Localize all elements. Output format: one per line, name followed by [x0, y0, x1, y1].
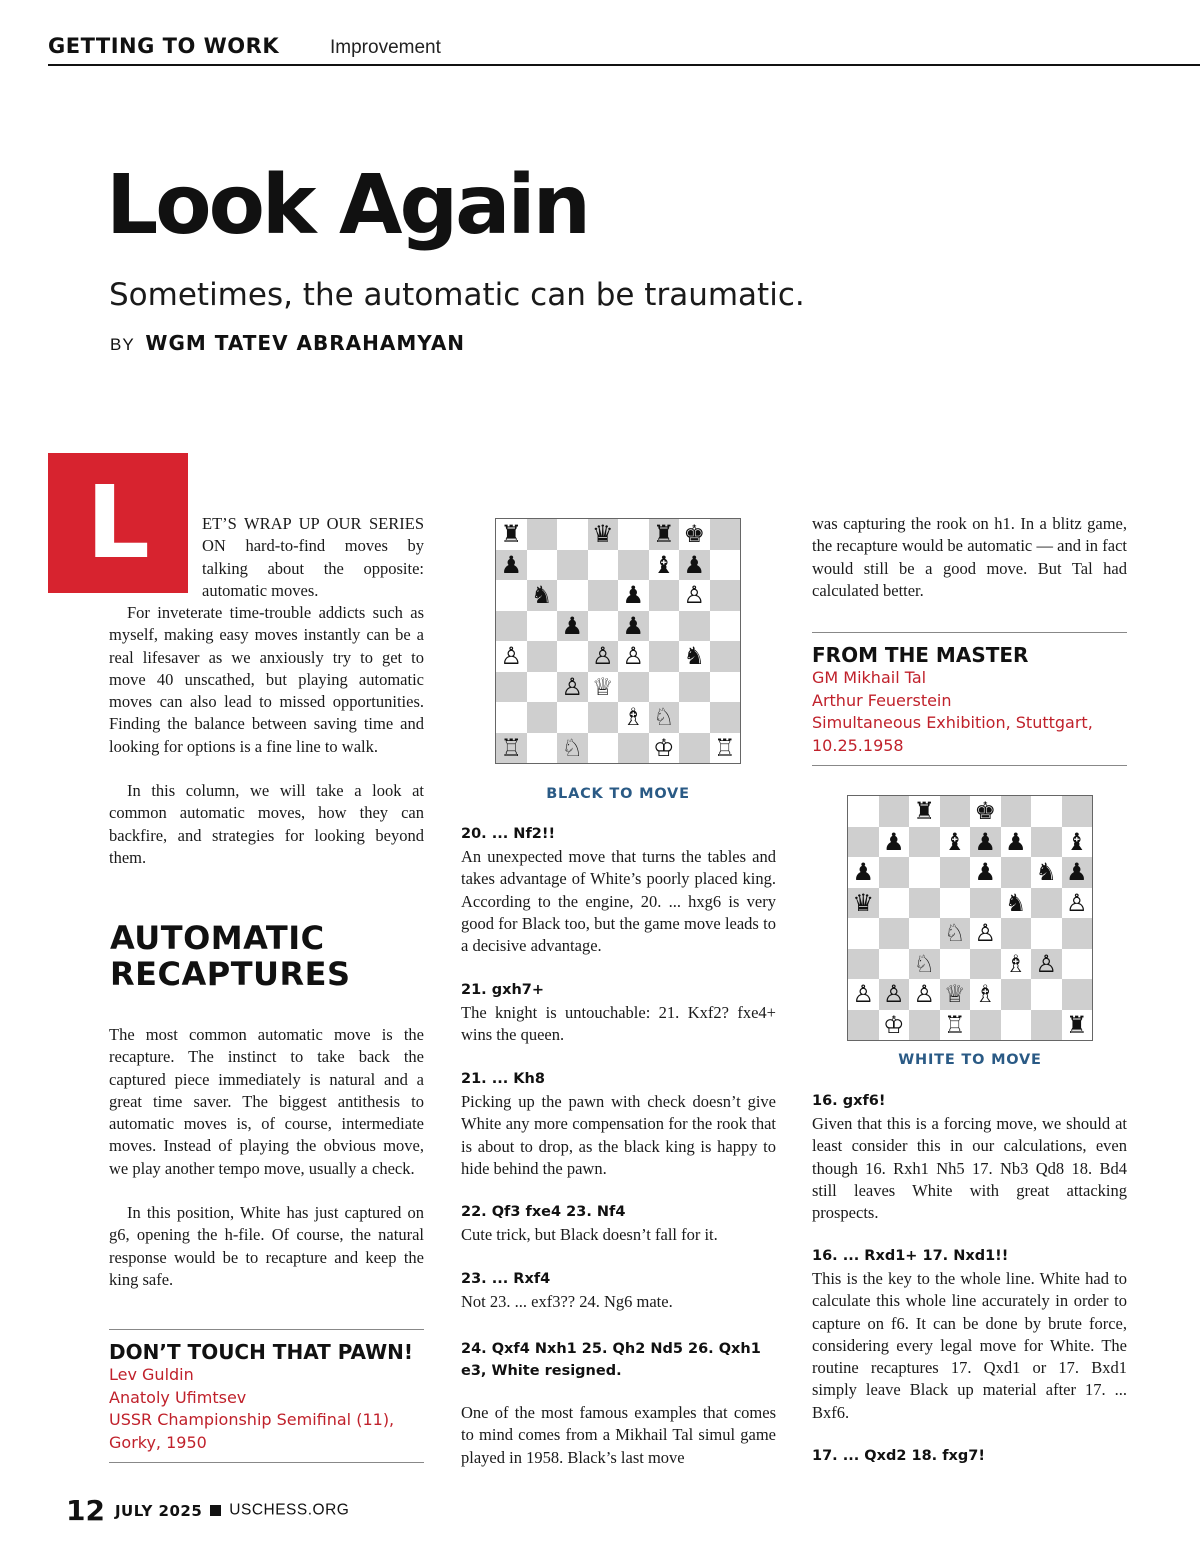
board-square — [679, 519, 710, 550]
black-pawn-icon: ♟ — [1004, 827, 1027, 856]
board-square — [527, 702, 558, 733]
diagram-caption: BLACK TO MOVE — [546, 786, 690, 802]
board-square — [1062, 1010, 1093, 1041]
section-label: GETTING TO WORK — [48, 34, 280, 58]
board-square — [649, 611, 680, 642]
white-bishop-icon: ♗ — [974, 980, 996, 1009]
body-paragraph: The most common automatic move is the recapture. The instinct to take back the captured piece immediately is natural and a great time saver. The biggest antithesis to automatic moves is, of course, intermediate moves. Instead of playing the obvious move, we play another tempo move, usually a check. — [109, 1025, 424, 1178]
board-square — [940, 857, 971, 888]
board-square — [879, 979, 910, 1010]
board-square — [649, 733, 680, 764]
board-square — [679, 550, 710, 581]
board-square — [940, 888, 971, 919]
board-square — [848, 888, 879, 919]
board-square — [940, 979, 971, 1010]
body-paragraph: In this position, White has just captured on g6, opening the h-file. Of course, the natural response would be to recapture and keep the king safe. — [109, 1203, 424, 1289]
board-square — [710, 672, 741, 703]
move-notation: 16. ... Rxd1+ 17. Nxd1!! — [812, 1248, 1009, 1264]
board-square — [496, 611, 527, 642]
board-square — [588, 702, 619, 733]
game-info-box — [109, 1329, 424, 1463]
board-square — [557, 702, 588, 733]
board-square — [618, 611, 649, 642]
board-square — [496, 672, 527, 703]
board-square — [588, 641, 619, 672]
white-king-icon: ♔ — [882, 1010, 905, 1039]
board-square — [1001, 949, 1032, 980]
board-square — [710, 733, 741, 764]
board-square — [710, 611, 741, 642]
black-player: Arthur Feuerstein — [812, 690, 952, 710]
board-square — [940, 918, 971, 949]
board-square — [527, 672, 558, 703]
white-pawn-icon: ♙ — [622, 642, 644, 671]
black-pawn-icon: ♟ — [500, 550, 522, 579]
board-square — [1062, 857, 1093, 888]
white-pawn-icon: ♙ — [500, 642, 522, 671]
white-bishop-icon: ♗ — [622, 703, 644, 732]
board-square — [618, 702, 649, 733]
game-event: USSR Championship Semifinal (11), — [109, 1410, 395, 1429]
board-square — [879, 949, 910, 980]
board-square — [679, 611, 710, 642]
black-pawn-icon: ♟ — [1065, 858, 1088, 887]
board-square — [557, 580, 588, 611]
move-notation: 20. ... Nf2!! — [461, 826, 556, 842]
board-square — [1062, 979, 1093, 1010]
board-square — [527, 733, 558, 764]
black-rook-icon: ♜ — [652, 520, 675, 549]
move-comment: Not 23. ... exf3?? 24. Ng6 mate. — [461, 1292, 673, 1311]
board-square — [496, 580, 527, 611]
black-knight-icon: ♞ — [683, 642, 705, 671]
board-square — [970, 857, 1001, 888]
board-square — [1001, 796, 1032, 827]
board-square — [909, 827, 940, 858]
board-square — [1062, 796, 1093, 827]
move-notation: 21. ... Kh8 — [461, 1071, 545, 1087]
board-square — [1001, 979, 1032, 1010]
board-square — [970, 1010, 1001, 1041]
black-king-icon: ♚ — [974, 797, 996, 826]
black-rook-icon: ♜ — [500, 520, 522, 549]
subsection-label: Improvement — [330, 37, 441, 58]
board-square — [557, 519, 588, 550]
board-square — [1062, 827, 1093, 858]
white-queen-icon: ♕ — [943, 980, 966, 1009]
board-square — [649, 641, 680, 672]
white-pawn-icon: ♙ — [1035, 949, 1057, 978]
board-square — [848, 979, 879, 1010]
board-square — [848, 796, 879, 827]
game-event-date: 10.25.1958 — [812, 735, 904, 755]
white-bishop-icon: ♗ — [1004, 949, 1027, 978]
running-header — [48, 30, 1200, 66]
black-bishop-icon: ♝ — [1065, 827, 1088, 856]
board-square — [679, 580, 710, 611]
board-square — [1031, 857, 1062, 888]
board-square — [848, 949, 879, 980]
white-pawn-icon: ♙ — [1065, 888, 1088, 917]
black-pawn-icon: ♟ — [882, 827, 905, 856]
board-square — [557, 611, 588, 642]
game-info-title: FROM THE MASTER — [812, 643, 1029, 667]
board-square — [649, 702, 680, 733]
board-square — [1031, 827, 1062, 858]
board-square — [496, 641, 527, 672]
black-knight-icon: ♞ — [1035, 858, 1057, 887]
white-queen-icon: ♕ — [591, 672, 614, 701]
move-comment: Cute trick, but Black doesn’t fall for it. — [461, 1225, 718, 1244]
board-square — [970, 949, 1001, 980]
black-player: Anatoly Ufimtsev — [109, 1387, 247, 1407]
board-square — [527, 611, 558, 642]
board-square — [970, 979, 1001, 1010]
board-square — [496, 519, 527, 550]
board-square — [527, 550, 558, 581]
black-queen-icon: ♛ — [591, 520, 614, 549]
board-square — [848, 857, 879, 888]
page-number: 12 — [66, 1494, 105, 1527]
white-knight-icon: ♘ — [913, 949, 935, 978]
white-rook-icon: ♖ — [713, 733, 736, 762]
move-comment: Given that this is a forcing move, we should at least consider this in our calculations, even though 16. Rxh1 Nh5 17. Nb3 Qd8 18. Bd4 still leaves White with great attacking prospects. — [812, 1114, 1127, 1223]
body-paragraph: In this column, we will take a look at common automatic moves, how they can backfire, and strategies for looking beyond them. — [109, 781, 424, 867]
board-square — [1062, 918, 1093, 949]
author-name: WGM TATEV ABRAHAMYAN — [145, 331, 466, 355]
white-knight-icon: ♘ — [561, 733, 583, 762]
move-comment: Picking up the pawn with check doesn’t give White any more compensation for the rook that is about to drop, as the black king is happy to hide behind the pawn. — [461, 1092, 776, 1178]
board-square — [1031, 949, 1062, 980]
board-square — [909, 979, 940, 1010]
board-square — [710, 580, 741, 611]
move-comment: An unexpected move that turns the tables and takes advantage of White’s poorly placed king. According to the engine, 20. ... hxg6 is very good for Black too, but the game move leads to a decisive advantage. — [461, 847, 776, 956]
article-title: Look Again — [106, 158, 588, 253]
board-square — [1001, 888, 1032, 919]
board-square — [588, 672, 619, 703]
white-player: GM Mikhail Tal — [812, 668, 927, 687]
board-square — [848, 1010, 879, 1041]
byline-prefix: BY — [110, 335, 135, 354]
black-pawn-icon: ♟ — [852, 858, 874, 887]
board-square — [557, 550, 588, 581]
intro-paragraph: ET’S WRAP UP OUR SERIES ON hard-to-find moves by talking about the opposite: automatic moves. — [202, 514, 424, 600]
game-event: Simultaneous Exhibition, Stuttgart, — [812, 713, 1093, 732]
board-square — [1031, 918, 1062, 949]
white-pawn-icon: ♙ — [913, 980, 935, 1009]
board-square — [649, 672, 680, 703]
footer-square-icon — [210, 1505, 221, 1516]
black-bishop-icon: ♝ — [652, 550, 675, 579]
board-square — [618, 641, 649, 672]
board-square — [527, 641, 558, 672]
chess-diagram-tal — [847, 795, 1093, 1041]
board-square — [879, 796, 910, 827]
white-knight-icon: ♘ — [943, 919, 966, 948]
board-square — [1001, 857, 1032, 888]
black-pawn-icon: ♟ — [561, 611, 583, 640]
board-square — [527, 519, 558, 550]
board-square — [557, 733, 588, 764]
black-rook-icon: ♜ — [1065, 1010, 1088, 1039]
black-pawn-icon: ♟ — [974, 858, 996, 887]
board-square — [527, 580, 558, 611]
board-square — [970, 918, 1001, 949]
board-square — [588, 611, 619, 642]
website-label: USCHESS.ORG — [229, 1501, 350, 1519]
black-bishop-icon: ♝ — [943, 827, 966, 856]
body-paragraph: One of the most famous examples that comes to mind comes from a Mikhail Tal simul game played in 1958. Black’s last move — [461, 1403, 776, 1467]
move-comment: The knight is untouchable: 21. Kxf2? fxe4+ wins the queen. — [461, 1003, 776, 1045]
move-notation: 23. ... Rxf4 — [461, 1271, 551, 1287]
article-subtitle: Sometimes, the automatic can be traumatic. — [109, 277, 805, 313]
board-square — [1031, 796, 1062, 827]
game-event-place: Gorky, 1950 — [109, 1432, 207, 1452]
board-square — [557, 641, 588, 672]
board-square — [879, 827, 910, 858]
black-knight-icon: ♞ — [530, 581, 553, 610]
board-square — [1001, 918, 1032, 949]
board-square — [588, 733, 619, 764]
diagram-caption: WHITE TO MOVE — [898, 1052, 1042, 1068]
board-square — [879, 857, 910, 888]
board-square — [848, 827, 879, 858]
board-square — [710, 550, 741, 581]
white-pawn-icon: ♙ — [591, 642, 614, 671]
drop-cap: L — [48, 453, 188, 593]
board-square — [588, 519, 619, 550]
move-comment: This is the key to the whole line. White had to calculate this whole line accurately in order to capture on f6. It can be done by brute force, considering every legal move for White. The routine recaptures 17. Qxd1 or 17. Bxd1 simply leave Black up material after 17. ... Bxf6. — [812, 1269, 1127, 1422]
white-rook-icon: ♖ — [500, 733, 522, 762]
board-square — [970, 827, 1001, 858]
board-square — [496, 733, 527, 764]
black-pawn-icon: ♟ — [683, 550, 705, 579]
move-notation: 22. Qf3 fxe4 23. Nf4 — [461, 1204, 626, 1220]
board-square — [649, 519, 680, 550]
board-square — [618, 733, 649, 764]
board-square — [618, 519, 649, 550]
white-rook-icon: ♖ — [943, 1010, 966, 1039]
board-square — [940, 949, 971, 980]
board-square — [496, 702, 527, 733]
board-square — [1001, 827, 1032, 858]
black-queen-icon: ♛ — [852, 888, 874, 917]
white-knight-icon: ♘ — [652, 703, 675, 732]
board-square — [879, 1010, 910, 1041]
board-square — [970, 888, 1001, 919]
black-rook-icon: ♜ — [913, 797, 935, 826]
chess-diagram-guldin — [495, 518, 741, 764]
black-knight-icon: ♞ — [1004, 888, 1027, 917]
board-square — [940, 827, 971, 858]
white-player: Lev Guldin — [109, 1365, 194, 1384]
board-square — [679, 702, 710, 733]
board-square — [909, 1010, 940, 1041]
white-pawn-icon: ♙ — [852, 980, 874, 1009]
board-square — [909, 918, 940, 949]
board-square — [710, 702, 741, 733]
board-square — [618, 550, 649, 581]
board-square — [940, 796, 971, 827]
black-pawn-icon: ♟ — [622, 611, 644, 640]
white-king-icon: ♔ — [652, 733, 675, 762]
board-square — [909, 949, 940, 980]
board-square — [588, 550, 619, 581]
byline — [110, 331, 465, 355]
black-pawn-icon: ♟ — [974, 827, 996, 856]
issue-date: JULY 2025 — [114, 1501, 203, 1520]
white-pawn-icon: ♙ — [974, 919, 996, 948]
board-square — [909, 888, 940, 919]
board-square — [588, 580, 619, 611]
move-notation: 17. ... Qxd2 18. fxg7! — [812, 1448, 985, 1464]
board-square — [1062, 949, 1093, 980]
board-square — [1062, 888, 1093, 919]
board-square — [618, 580, 649, 611]
board-square — [1031, 1010, 1062, 1041]
board-square — [679, 641, 710, 672]
board-square — [909, 857, 940, 888]
board-square — [679, 733, 710, 764]
board-square — [1031, 979, 1062, 1010]
board-square — [940, 1010, 971, 1041]
board-square — [557, 672, 588, 703]
board-square — [618, 672, 649, 703]
board-square — [710, 641, 741, 672]
game-info-title: DON’T TOUCH THAT PAWN! — [109, 1340, 414, 1364]
board-square — [909, 796, 940, 827]
board-square — [1001, 1010, 1032, 1041]
board-square — [848, 918, 879, 949]
white-pawn-icon: ♙ — [561, 672, 583, 701]
black-king-icon: ♚ — [683, 520, 705, 549]
move-notation: 16. gxf6! — [812, 1093, 886, 1109]
game-info-box — [812, 632, 1127, 766]
board-square — [679, 672, 710, 703]
board-square — [879, 888, 910, 919]
page-footer — [66, 1494, 349, 1527]
board-square — [710, 519, 741, 550]
white-pawn-icon: ♙ — [882, 980, 905, 1009]
body-paragraph: For inveterate time-trouble addicts such as myself, making easy moves instantly can be a real lifesaver as we anxiously try to get to move 40 unscathed, but playing automatic moves can also lead to missed opportunities. Finding the balance between saving time and looking for options is a fine line to walk. — [109, 603, 424, 756]
black-pawn-icon: ♟ — [622, 581, 644, 610]
section-heading — [110, 920, 350, 992]
move-notation: 24. Qxf4 Nxh1 25. Qh2 Nd5 26. Qxh1 e3, White resigned. — [461, 1341, 761, 1379]
board-square — [1031, 888, 1062, 919]
board-square — [649, 580, 680, 611]
board-square — [970, 796, 1001, 827]
board-square — [496, 550, 527, 581]
section-heading-text: AUTOMATIC RECAPTURES — [110, 919, 351, 993]
board-square — [879, 918, 910, 949]
white-pawn-icon: ♙ — [683, 581, 705, 610]
body-paragraph: was capturing the rook on h1. In a blitz game, the recapture would be automatic — and in fact would still be a good move. But Tal had calculated better. — [812, 514, 1127, 600]
move-notation: 21. gxh7+ — [461, 982, 545, 998]
board-square — [649, 550, 680, 581]
